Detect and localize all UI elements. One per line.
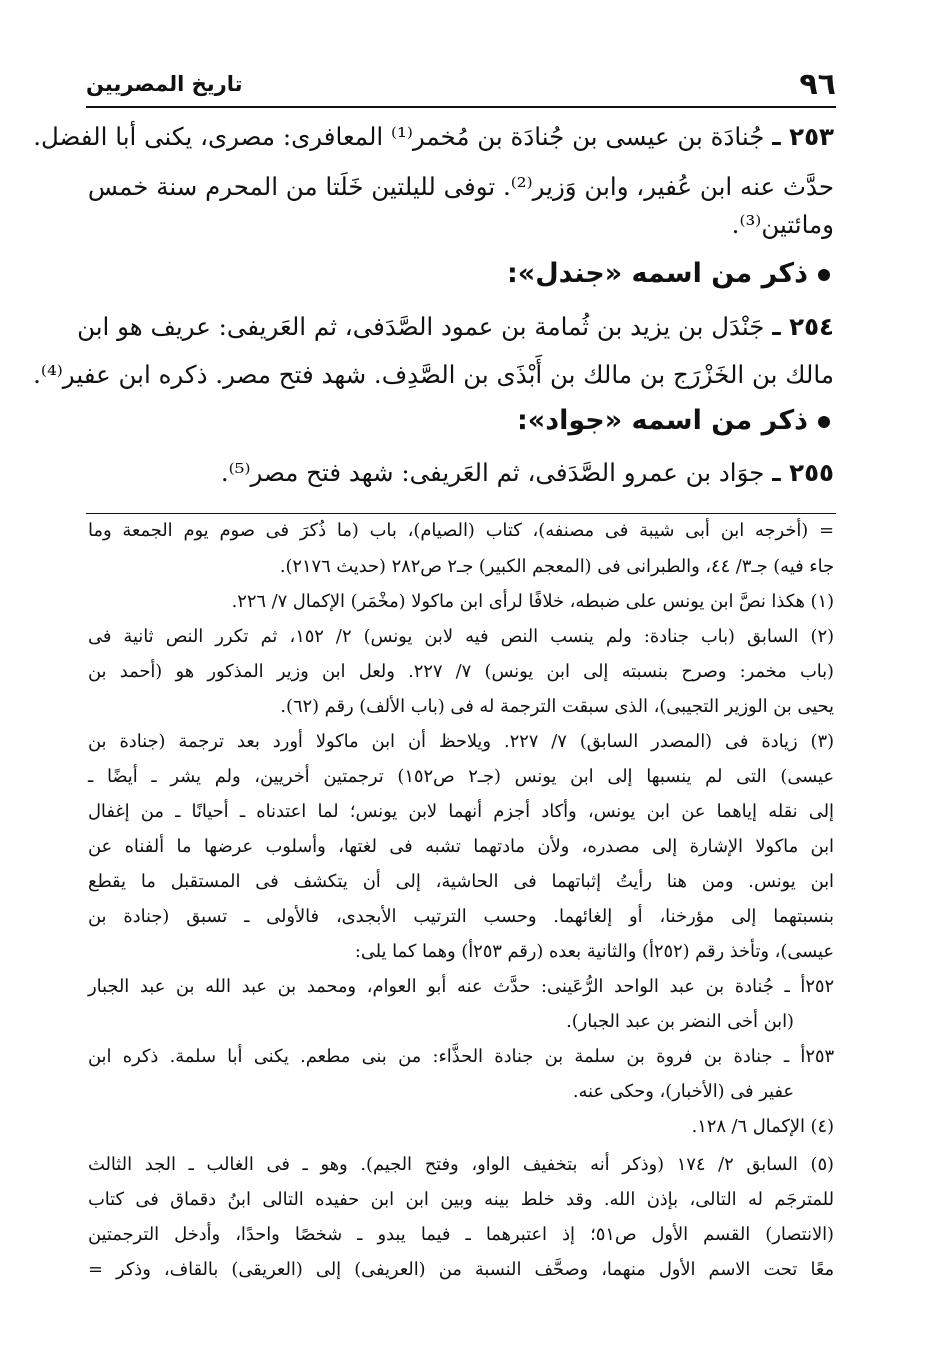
entry-text: مالك بن الخَزْرَج بن مالك بن أَبْذَى بن الصَّدِف. شهد فتح مصر. ذكره ابن عفير⁽⁴⁾.	[33, 360, 834, 389]
entry-253-line-1	[33, 122, 834, 151]
section-heading-jandal	[88, 258, 830, 289]
entry-number: ٢٥٤ ـ	[772, 312, 834, 341]
entry-number: ٢٥٣ ـ	[772, 122, 834, 151]
footnote-line: عيسى)، وتأخذ رقم (٢٥٢أ) والثانية بعده (رقم ٢٥٣أ) وهما كما يلى:	[354, 941, 834, 962]
footnote-line: ابن ماكولا الإشارة إلى مصدره، ولأن مادتهما تشبه فى لغتها، وأسلوب عرضها ما ألفناه عن	[88, 836, 834, 857]
entry-253-line-3	[88, 210, 834, 239]
header-rule	[86, 106, 836, 108]
footnote-line: (الانتصار) القسم الأول ص٥١؛ إذ اعتبرهما ـ فيما يبدو ـ شخصًا واحدًا، وأدخل الترجمتين	[88, 1224, 834, 1245]
footnote-line: جاء فيه) جـ٣/ ٤٤، والطبرانى فى (المعجم الكبير) جـ٢ ص٢٨٢ (حديث ٢١٧٦).	[279, 556, 834, 577]
entry-text: جُنادَة بن عيسى بن جُنادَة بن مُخمر⁽¹⁾ المعافرى: مصرى، يكنى أبا الفضل.	[33, 122, 773, 151]
running-title: تاريخ المصريين	[86, 72, 243, 96]
footnote-line: ابن يونس. ومن هنا رأيتُ إثباتهما فى الحاشية، إلى أن يتكشف فى المستقبل ما يقطع	[88, 871, 834, 892]
footnote-rule	[86, 513, 836, 514]
footnote-line: (ابن أخى النضر بن عبد الجبار).	[566, 1011, 794, 1032]
footnote-line: عيسى) التى لم ينسبها إلى ابن يونس (جـ٢ ص١٥٢) ترجمتين أخريين، ولم يشر ـ أيضًا ـ	[88, 766, 834, 787]
entry-254-line-2	[33, 360, 834, 389]
bullet-icon	[818, 269, 830, 281]
footnote-line: (١) هكذا نصَّ ابن يونس على ضبطه، خلافًا لرأى ابن ماكولا (مخْمَر) الإكمال ٧/ ٢٢٦.	[231, 591, 834, 612]
footnote-line: عفير فى (الأخبار)، وحكى عنه.	[572, 1081, 794, 1102]
entry-253-line-2	[88, 172, 834, 201]
page-number: ٩٦	[799, 66, 836, 102]
footnote-line: ٢٥٣أ ـ جنادة بن فروة بن سلمة بن جنادة الحذَّاء: من بنى مطعم. يكنى أبا سلمة. ذكره ابن	[88, 1046, 834, 1067]
entry-text: ومائتين⁽³⁾.	[731, 210, 834, 239]
footnote-line: (٥) السابق ٢/ ١٧٤ (وذكر أنه بتخفيف الواو، وفتح الجيم). وهو ـ فى الغالب ـ الجد الثالث	[88, 1154, 834, 1175]
footnote-line: = (أخرجه ابن أبى شيبة فى مصنفه)، كتاب (الصيام)، باب (ما ذُكرَ فى صوم يوم الجمعة وما	[88, 520, 834, 541]
entry-text: حدَّث عنه ابن عُفير، وابن وَزير⁽²⁾. توفى لليلتين خَلَتا من المحرم سنة خمس	[87, 172, 834, 201]
footnote-line: يحيى بن الوزير التجيبى)، الذى سبقت الترجمة له فى (باب الألف) رقم (٦٢).	[280, 696, 834, 717]
footnote-line: إلى نقله إياهما عن ابن يونس، وأكاد أجزم أنهما لابن يونس؛ لما اعتدناه ـ أحيانًا ـ من إغفال	[88, 801, 834, 822]
footnote-line: معًا تحت الاسم الأول منهما، وصحَّف النسبة من (العريفى) إلى (العريقى) بالقاف، وذكر =	[88, 1259, 834, 1280]
footnote-line: (٢) السابق (باب جنادة: ولم ينسب النص فيه لابن يونس) ٢/ ١٥٢، ثم تكرر النص ثانية فى	[88, 626, 834, 647]
footnote-line: ٢٥٢أ ـ جُنادة بن عبد الواحد الرُّعَينى: حدَّث عنه أبو العوام، ومحمد بن عبد الله بن عبد الجبار	[88, 976, 834, 997]
section-heading-text: ذكر من اسمه «جواد»:	[516, 405, 808, 436]
section-heading-jawad	[88, 405, 830, 436]
entry-text: جوَاد بن عمرو الصَّدَفى، ثم العَريفى: شهد فتح مصر⁽⁵⁾.	[220, 458, 773, 487]
footnote-line: (باب مخمر: وصرح بنسبته إلى ابن يونس) ٧/ ٢٢٧. ولعل ابن وزير المذكور هو (أحمد بن	[88, 661, 834, 682]
section-heading-text: ذكر من اسمه «جندل»:	[506, 258, 808, 289]
entry-text: جَنْدَل بن يزيد بن ثُمامة بن عمود الصَّدَفى، ثم العَريفى: عريف هو ابن	[77, 312, 773, 341]
entry-255-line-1	[88, 458, 834, 487]
bullet-icon	[818, 416, 830, 428]
page-header	[86, 62, 836, 106]
footnote-line: بنسبتهما إلى مؤرخنا، أو إلغائهما. وحسب الترتيب الأبجدى، فالأولى ـ تسبق (جنادة بن	[88, 906, 834, 927]
footnote-line: (٤) الإكمال ٦/ ١٢٨.	[691, 1116, 834, 1137]
footnote-line: للمترجَم له التالى، بإذن الله. وقد خلط بينه وبين ابن ابن حفيده التالى ابنُ دقماق فى كتاب	[88, 1189, 834, 1210]
entry-254-line-1	[77, 312, 834, 341]
entry-number: ٢٥٥ ـ	[772, 458, 834, 487]
footnote-line: (٣) زيادة فى (المصدر السابق) ٧/ ٢٢٧. ويلاحظ أن ابن ماكولا أورد بعد ترجمة (جنادة بن	[88, 731, 834, 752]
